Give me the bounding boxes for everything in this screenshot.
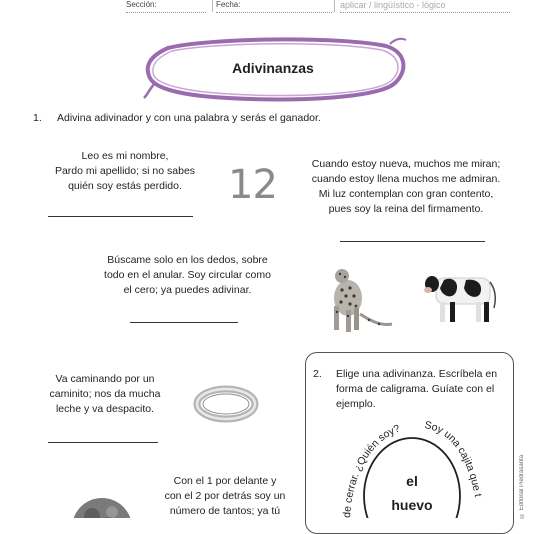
svg-text:Soy una cajita que t (423, 419, 483, 498)
q2-line: ejemplo. (336, 398, 376, 410)
leopard-image (324, 266, 394, 334)
copyright-side-text: © Editorial Piedrasanta (519, 454, 525, 518)
answer-line-3[interactable] (130, 322, 238, 323)
skills-label: aplicar / lingüístico - lógico (340, 0, 446, 10)
answer-line-1[interactable] (48, 216, 193, 217)
cow-image (422, 270, 498, 326)
q1-text: Adivina adivinador y con una palabra y serás el ganador. (57, 112, 321, 124)
leopard-icon (324, 266, 394, 334)
number-12: 12 (228, 162, 277, 208)
riddle-4 (46, 372, 164, 417)
riddle-2-line: Mi luz contemplan con gran contento, (318, 188, 494, 200)
q2-text (336, 367, 508, 412)
calligram-center-2: huevo (391, 497, 433, 513)
riddle-2-line: cuando estoy llena muchos me admiran. (311, 173, 501, 185)
q2-number: 2. (313, 368, 322, 380)
riddle-2 (306, 157, 506, 217)
riddle-3 (100, 253, 275, 298)
riddle-5-line: con el 2 por detrás soy un (164, 490, 286, 502)
riddle-1 (40, 149, 210, 194)
egg-shape-icon (322, 414, 500, 518)
riddle-5 (160, 474, 290, 519)
seccion-line (126, 12, 206, 13)
moon-image (68, 496, 136, 518)
riddle-5-line: Con el 1 por delante y (173, 475, 277, 487)
fecha-label: Fecha: (216, 0, 241, 9)
riddle-4-line: Va caminando por un (55, 373, 155, 385)
riddle-2-line: Cuando estoy nueva, muchos me miran; (311, 158, 501, 170)
moon-icon (68, 496, 136, 518)
title-cloud (138, 36, 408, 106)
q2-line: forma de caligrama. Guíate con el (336, 383, 495, 395)
ring-image (193, 384, 259, 424)
skills-line (340, 12, 510, 13)
riddle-4-line: leche y va despacito. (55, 403, 155, 415)
calligram-center-1: el (406, 473, 418, 489)
q1-number: 1. (33, 112, 42, 124)
answer-line-4[interactable] (48, 442, 158, 443)
calligram-left-arc: de cerrar. ¿Quién soy? (340, 422, 402, 518)
cow-icon (422, 270, 498, 326)
fecha-line (216, 12, 332, 13)
header-separator-2 (334, 0, 335, 12)
riddle-3-line: todo en el anular. Soy circular como (104, 269, 271, 281)
ring-icon (193, 384, 259, 424)
q2-line: Elige una adivinanza. Escríbela en (336, 368, 498, 380)
riddle-4-line: caminito; nos da mucha (49, 388, 161, 400)
header-separator (212, 0, 213, 12)
riddle-3-line: Búscame solo en los dedos, sobre (107, 254, 268, 266)
seccion-label: Sección: (126, 0, 157, 9)
answer-line-2[interactable] (340, 241, 485, 242)
riddle-1-line: Pardo mi apellido; si no sabes (54, 165, 196, 177)
calligram-right-arc: Soy una cajita que t (423, 419, 484, 498)
page-title: Adivinanzas (232, 60, 314, 76)
worksheet-header (0, 0, 550, 14)
calligram-example (322, 414, 500, 518)
riddle-1-line: Leo es mi nombre, (81, 150, 169, 162)
riddle-1-line: quién soy estás perdido. (68, 180, 182, 192)
riddle-2-line: pues soy la reina del firmamento. (328, 203, 484, 215)
riddle-5-line: número de tantos; ya tú (169, 505, 281, 517)
riddle-3-line: el cero; ya puedes adivinar. (123, 284, 252, 296)
